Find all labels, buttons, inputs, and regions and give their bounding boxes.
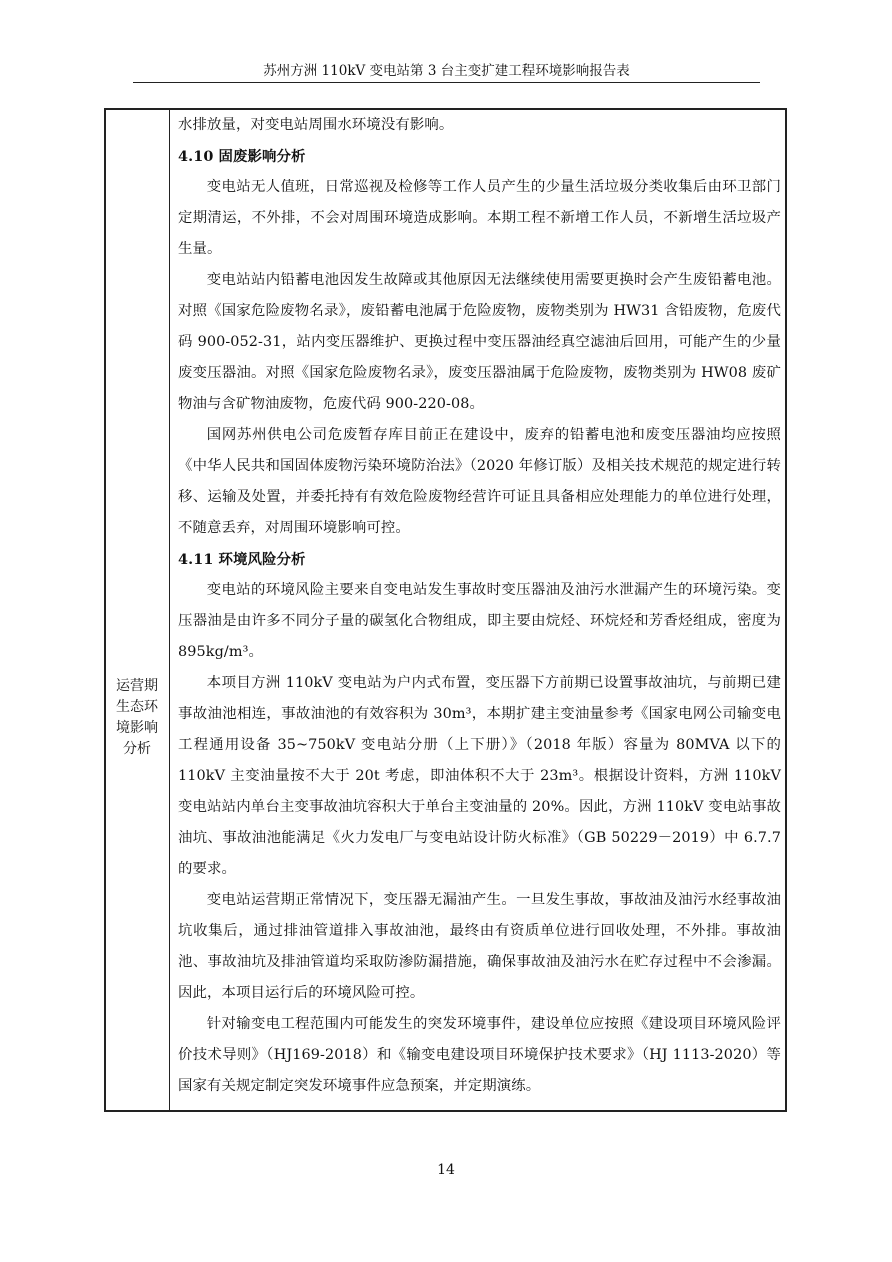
paragraph: 针对输变电工程范围内可能发生的突发环境事件，建设单位应按照《建设项目环境风险评价技术导则》（HJ169-2018）和《输变电建设项目环境保护技术要求》（HJ 1113-2020）等国家有关规定制定突发环境事件应急预案，并定期演练。 — [178, 1016, 781, 1094]
section-heading-4-11: 4.11 环境风险分析 — [178, 551, 306, 568]
section-heading-4-10: 4.10 固废影响分析 — [178, 148, 306, 165]
section-label — [106, 676, 168, 760]
section-label-line: 运营期 — [116, 678, 158, 694]
section-label-line: 分析 — [123, 741, 151, 757]
paragraph: 水排放量，对变电站周围水环境没有影响。 — [178, 117, 454, 133]
section-label-line: 境影响 — [116, 720, 158, 736]
paragraph: 本项目方洲 110kV 变电站为户内式布置，变压器下方前期已设置事故油坑，与前期已建事故油池相连，事故油池的有效容积为 30m³，本期扩建主变油量参考《国家电网公司输变电工程通用设备 35~750kV 变电站分册（上下册）》（2018 年版）容量为 80MVA 以下的 110kV 主变油量按不大于 20t 考虑，即油体积不大于 23m³。根据设计资料，方洲 110kV 变电站站内单台主变事故油坑容积大于单台主变油量的 20%。因此，方洲 110kV 变电站事故油坑、事故油池能满足《火力发电厂与变电站设计防火标准》（GB 50229－2019）中 6.7.7 的要求。 — [178, 675, 781, 877]
paragraph: 变电站站内铅蓄电池因发生故障或其他原因无法继续使用需要更换时会产生废铅蓄电池。对照《国家危险废物名录》，废铅蓄电池属于危险废物，废物类别为 HW31 含铅废物，危废代码 900-052-31，站内变压器维护、更换过程中变压器油经真空滤油后回用，可能产生的少量废变压器油。对照《国家危险废物名录》，废变压器油属于危险废物，废物类别为 HW08 废矿物油与含矿物油废物，危废代码 900-220-08。 — [178, 272, 781, 412]
paragraph: 国网苏州供电公司危废暂存库目前正在建设中，废弃的铅蓄电池和废变压器油均应按照《中华人民共和国固体废物污染环境防治法》（2020 年修订版）及相关技术规范的规定进行转移、运输及处置，并委托持有有效危险废物经营许可证且具备相应处理能力的单位进行处理，不随意丢弃，对周围环境影响可控。 — [178, 427, 781, 536]
paragraph: 变电站无人值班，日常巡视及检修等工作人员产生的少量生活垃圾分类收集后由环卫部门定期清运，不外排，不会对周围环境造成影响。本期工程不新增工作人员，不新增生活垃圾产生量。 — [178, 179, 781, 257]
page-header — [133, 60, 760, 83]
section-label-line: 生态环 — [116, 699, 158, 715]
paragraph: 变电站运营期正常情况下，变压器无漏油产生。一旦发生事故，事故油及油污水经事故油坑收集后，通过排油管道排入事故油池，最终由有资质单位进行回收处理，不外排。事故油池、事故油坑及排油管道均采取防渗防漏措施，确保事故油及油污水在贮存过程中不会渗漏。因此，本项目运行后的环境风险可控。 — [178, 892, 781, 1001]
report-table — [104, 108, 787, 1112]
page-number: 14 — [437, 1162, 455, 1178]
header-title: 苏州方洲 110kV 变电站第 3 台主变扩建工程环境影响报告表 — [263, 63, 630, 79]
content-column — [178, 110, 781, 1102]
left-column — [106, 110, 170, 1110]
paragraph: 变电站的环境风险主要来自变电站发生事故时变压器油及油污水泄漏产生的环境污染。变压器油是由许多不同分子量的碳氢化合物组成，即主要由烷烃、环烷烃和芳香烃组成，密度为 895kg/m³。 — [178, 582, 781, 660]
